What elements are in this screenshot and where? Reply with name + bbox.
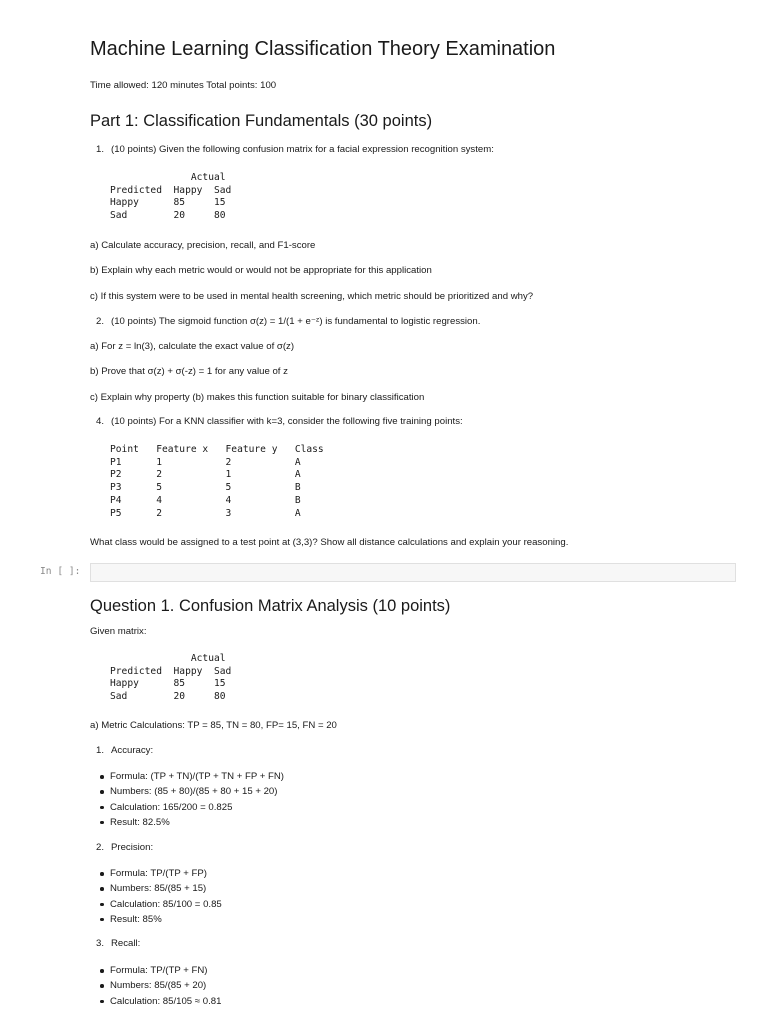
- answer1-matrix: Actual Predicted Happy Sad Happy 85 15 Sad 20 80: [110, 653, 232, 703]
- q1-part-b: b) Explain why each metric would or would not be appropriate for this application: [90, 265, 432, 276]
- q4-question: What class would be assigned to a test point at (3,3)? Show all distance calculations and explain your reasoning.: [90, 537, 569, 548]
- list-item: Numbers: 85/(85 + 15): [110, 881, 222, 896]
- q2-part-c: c) Explain why property (b) makes this function suitable for binary classification: [90, 392, 425, 403]
- list-item: Formula: TP/(TP + FP): [110, 866, 222, 881]
- q4-training-table: Point Feature x Feature y Class P1 1 2 A P2 2 1 A P3 5 5 B P4 4 4 B P5 2 3 A: [110, 444, 324, 519]
- list-item: Result: 85%: [110, 912, 222, 927]
- answer1-given: Given matrix:: [90, 626, 147, 637]
- list-item: Calculation: 165/200 = 0.825: [110, 800, 284, 815]
- list-item: Formula: (TP + TN)/(TP + TN + FP + FN): [110, 769, 284, 784]
- precision-list: [90, 866, 222, 927]
- accuracy-number: 1.: [96, 745, 105, 756]
- q2-part-b: b) Prove that σ(z) + σ(-z) = 1 for any value of z: [90, 366, 288, 377]
- code-cell-input[interactable]: [90, 563, 736, 582]
- answer1-heading: Question 1. Confusion Matrix Analysis (10 points): [90, 597, 451, 615]
- recall-list: [90, 963, 221, 1009]
- precision-number: 2.: [96, 842, 105, 853]
- list-item: Numbers: (85 + 80)/(85 + 80 + 15 + 20): [110, 784, 284, 799]
- q1-confusion-matrix: Actual Predicted Happy Sad Happy 85 15 Sad 20 80: [110, 172, 232, 222]
- q4-number: 4.: [96, 416, 105, 427]
- precision-label: Precision:: [111, 842, 154, 853]
- exam-meta: Time allowed: 120 minutes Total points: 100: [90, 80, 277, 91]
- q1-part-a: a) Calculate accuracy, precision, recall, and F1-score: [90, 240, 316, 251]
- accuracy-label: Accuracy:: [111, 745, 154, 756]
- q2-number: 2.: [96, 316, 105, 327]
- cell-prompt: In [ ]:: [40, 566, 81, 577]
- list-item: Formula: TP/(TP + FN): [110, 963, 221, 978]
- accuracy-list: [90, 769, 284, 830]
- q2-text: (10 points) The sigmoid function σ(z) = 1/(1 + e⁻ᶻ) is fundamental to logistic regression.: [111, 316, 481, 327]
- part1-heading: Part 1: Classification Fundamentals (30 points): [90, 112, 433, 130]
- q1-part-c: c) If this system were to be used in mental health screening, which metric should be prioritized and why?: [90, 291, 534, 302]
- q4-text: (10 points) For a KNN classifier with k=3, consider the following five training points:: [111, 416, 463, 427]
- recall-label: Recall:: [111, 938, 141, 949]
- q1-text: (10 points) Given the following confusion matrix for a facial expression recognition system:: [111, 144, 494, 155]
- answer1-intro: a) Metric Calculations: TP = 85, TN = 80, FP= 15, FN = 20: [90, 720, 337, 731]
- list-item: Result: 82.5%: [110, 815, 284, 830]
- list-item: Calculation: 85/100 = 0.85: [110, 897, 222, 912]
- list-item: Calculation: 85/105 ≈ 0.81: [110, 994, 221, 1009]
- q1-number: 1.: [96, 144, 105, 155]
- page-title: Machine Learning Classification Theory Examination: [90, 38, 556, 60]
- recall-number: 3.: [96, 938, 105, 949]
- list-item: Numbers: 85/(85 + 20): [110, 978, 221, 993]
- q2-part-a: a) For z = ln(3), calculate the exact value of σ(z): [90, 341, 295, 352]
